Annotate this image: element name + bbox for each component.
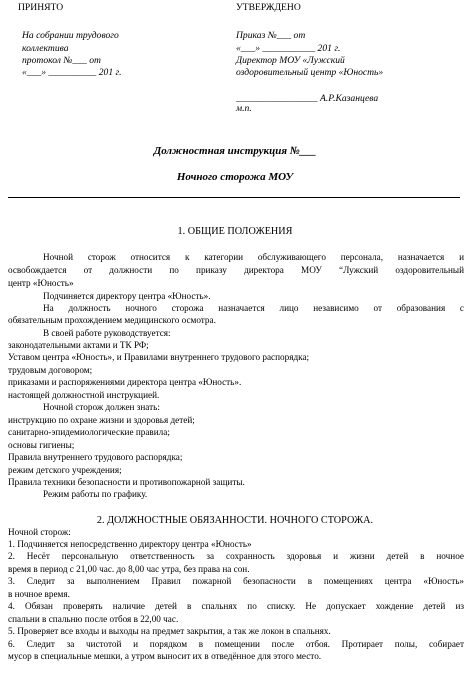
section-2-heading: 2. ДОЛЖНОСТНЫЕ ОБЯЗАННОСТИ. НОЧНОГО СТОРОЖА. xyxy=(96,515,374,526)
section-1-line: Правила внутреннего трудового распорядка; xyxy=(8,452,183,462)
section-1-line: основы гигиены; xyxy=(8,440,75,450)
section-1-line: На должность ночного сторожа назначается лицо независимо от образования с xyxy=(43,303,464,313)
document-subtitle: Ночного сторожа МОУ xyxy=(176,171,294,183)
section-1-line: трудовым договором; xyxy=(8,365,93,375)
section-1-line: инструкцию по охране жизни и здоровья детей; xyxy=(8,415,195,425)
section-2-line: 3. Следит за выполнением Правил пожарной безопасности в помещениях центра «Юность» xyxy=(8,576,464,586)
section-1-line: обязательным прохождением медицинского осмотра. xyxy=(8,315,216,325)
approved-heading: ПРИНЯТО xyxy=(18,2,64,13)
section-1-line: Подчиняется директору центра «Юность». xyxy=(43,291,211,301)
section-2-line: Ночной сторож: xyxy=(8,527,71,537)
section-2-line: 2. Несёт персональную ответственность за сохранность здоровья и жизни детей в ночное xyxy=(8,551,464,561)
section-1-line: режим детского учреждения; xyxy=(8,465,122,475)
section-1-line: освобождается от должности по приказу директора МОУ “Лужский оздоровительный xyxy=(8,265,464,275)
section-2-line: время в период с 21,00 час. до 8,00 час утра, без права на сон. xyxy=(8,564,250,574)
section-1-line: санитарно-эпидемиологические правила; xyxy=(8,427,170,437)
section-1-line: центр «Юность» xyxy=(8,278,74,288)
header-right-line-4: оздоровительный центр «Юность» xyxy=(236,67,384,78)
document-title: Должностная инструкция №___ xyxy=(153,145,317,157)
section-1-line: Правила техники безопасности и противопожарной защиты. xyxy=(8,477,245,487)
section-1-line: приказами и распоряжениями директора центра «Юность». xyxy=(8,377,242,387)
header-right-line-2: «___» ___________ 201 г. xyxy=(236,43,341,54)
confirmed-heading: УТВЕРЖДЕНО xyxy=(236,2,301,13)
section-1-heading: 1. ОБЩИЕ ПОЛОЖЕНИЯ xyxy=(177,226,293,237)
header-left-line-4: «___» __________ 201 г. xyxy=(22,67,122,78)
header-left-line-2: коллектива xyxy=(22,43,69,54)
section-1-line: Режим работы по графику. xyxy=(43,489,148,499)
section-2-line: мусор в специальные мешки, а утром выносит их в отведённое для этого место. xyxy=(8,651,322,661)
header-left-line-1: На собрании трудового xyxy=(22,30,119,41)
header-right-line-3: Директор МОУ «Лужский xyxy=(236,55,345,66)
section-1-line: В своей работе руководствуется: xyxy=(43,328,171,338)
header-left-line-3: протокол №___ от xyxy=(22,55,101,66)
title-rule xyxy=(8,197,460,198)
section-1-line: Ночной сторож должен знать: xyxy=(43,402,160,412)
section-1-line: законодательными актами и ТК РФ; xyxy=(8,340,149,350)
section-2-line: 5. Проверяет все входы и выходы на предмет закрытия, а так же локон в спальнях. xyxy=(8,626,331,636)
section-1-line: Уставом центра «Юность», и Правилами внутреннего трудового распорядка; xyxy=(8,352,310,362)
section-1-line: настоящей должностной инструкцией. xyxy=(8,390,160,400)
section-2-line: 6. Следит за чистотой и порядком в помещении после отбоя. Протирает полы, собирает xyxy=(8,639,464,649)
section-2-line: 4. Обязан проверять наличие детей в спальнях по списку. Не допускает хождение детей из xyxy=(8,601,464,611)
section-1-line: Ночной сторож относится к категории обслуживающего персонала, назначается и xyxy=(43,252,464,262)
section-2-line: в ночное время. xyxy=(8,589,70,599)
header-right-line-1: Приказ №___ от xyxy=(236,30,306,41)
director-signature-line: _________________ А.Р.Казанцева xyxy=(236,93,379,104)
section-2-line: 1. Подчиняется непосредственно директору центра «Юность» xyxy=(8,539,252,549)
section-2-line: спальни в спальню после отбоя в 22,00 час. xyxy=(8,614,179,624)
stamp-place: м.п. xyxy=(236,103,252,114)
